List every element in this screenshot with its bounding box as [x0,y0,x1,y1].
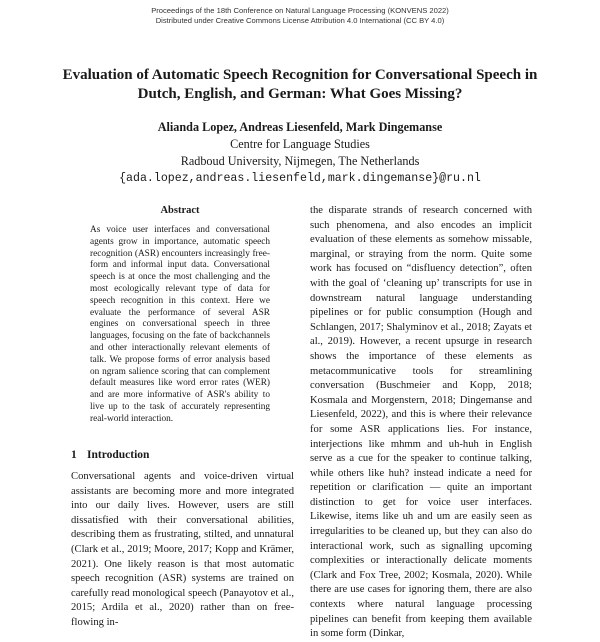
abstract-text: As voice user interfaces and conversational agents grow in importance, automatic speech recognition (ASR) encounters increasingly free-form and informal input data. Conversational speech is at once the most challenging and the most ecologically relevant type of data for speech recognition in this context. Here we evaluate the performance of several ASR engines on conversational speech in three languages, focusing on the fate of backchannels and other interactionally relevant elements of talk. We propose forms of error analysis based on ngram salience scoring that can complement default measures like word error rates (WER) and are more informative of ASR's ability to live up to the task of accurately representing real-world interaction. [90,225,270,424]
abstract-heading: Abstract [160,205,200,216]
affiliation-centre: Centre for Language Studies [230,137,370,151]
introduction-body [71,470,294,631]
title-line-1: Evaluation of Automatic Speech Recognition for Conversational Speech in [62,67,538,83]
section-title: Introduction [87,449,150,461]
proceedings-line: Proceedings of the 18th Conference on Natural Language Processing (KONVENS 2022) [151,6,449,15]
author-names: Alianda Lopez, Andreas Liesenfeld, Mark Dingemanse [157,120,443,134]
introduction-text: Conversational agents and voice-driven virtual assistants are becoming more and more integrated into our daily lives. However, users are still dissatisfied with their conversational abilities, describing them as frustrating, stilted, and unnatural (Clark et al., 2019; Moore, 2017; Kopp and Krämer, 2021). One likely reason is that most automatic speech recognition (ASR) systems are trained on carefully read monological speech (Panayotov et al., 2015; Ardila et al., 2020) rather than on free-flowing in- [71,471,294,628]
right-column-text: the disparate strands of research concerned with such phenomena, and also encodes an implicit evaluation of these elements as somehow missable, marginal, or straying from the norm. Quite some work has focused on “disfluency detection”, often with the goal of ‘cleaning up’ transcripts for use in downstream natural language understanding pipelines or for public consumption (Hough and Schlangen, 2017; Shalyminov et al., 2018; Zayats et al., 2019). However, a recent upsurge in research shows the importance of these elements as metacommunicative tools for streamlining conversation (Buschmeier and Kopp, 2018; Kosmala and Morgenstern, 2018; Dingemanse and Liesenfeld, 2022), and this is where their relevance for some ASR applications lies. For instance, interjections like mhmm and uh-huh in English serve as a cue for the speaker to continue talking, while others like huh? instead indicate a need for repetition or clarification — quite an important distinction to get for voice user interfaces. Likewise, items like uh and um are easily seen as irregularities to be cleaned up, but they can also do interactional work, such as signalling upcoming complexities or interactionally delicate moments (Clark and Fox Tree, 2002; Kosmala, 2020). While there are use cases for ignoring them, there are also contexts where natural language processing pipelines can benefit from keeping them available in some form (Dinkar, [310,205,532,640]
title-line-2: Dutch, English, and German: What Goes Missing? [137,86,463,102]
affiliation-university: Radboud University, Nijmegen, The Netherlands [180,154,420,168]
author-email: {ada.lopez,andreas.liesenfeld,mark.dingemanse}@ru.nl [119,172,481,185]
abstract-body [90,225,270,426]
section-heading-introduction [71,449,149,461]
paper-title [0,66,600,104]
section-number: 1 [71,449,77,461]
right-column-body [310,204,532,642]
author-block [0,119,600,187]
license-line: Distributed under Creative Commons License Attribution 4.0 International (CC BY 4.0) [155,16,445,25]
